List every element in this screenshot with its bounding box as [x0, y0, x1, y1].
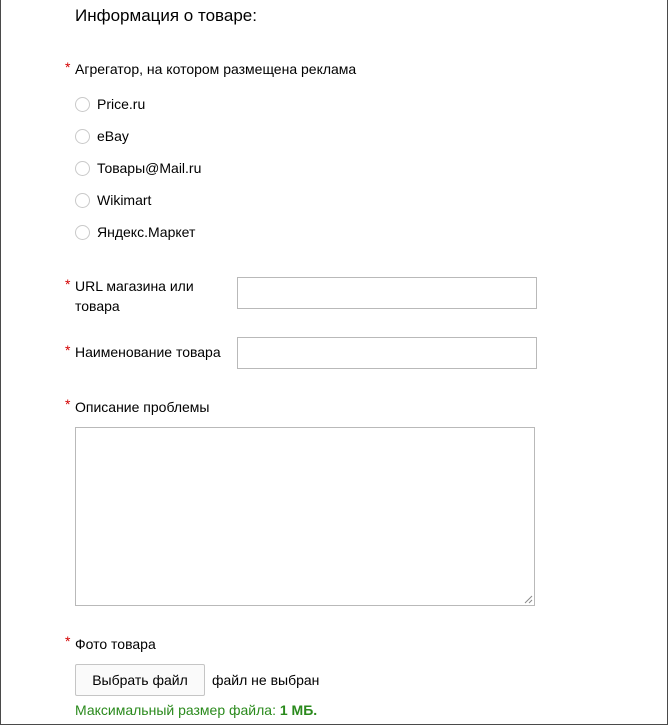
- url-field-label-line1: URL магазина или: [75, 278, 194, 294]
- radio-button[interactable]: [75, 225, 90, 240]
- required-asterisk: *: [65, 276, 71, 292]
- required-asterisk: *: [65, 342, 71, 358]
- description-label: Описание проблемы: [75, 399, 210, 415]
- choose-file-button[interactable]: Выбрать файл: [75, 664, 205, 696]
- radio-option-yandex-market[interactable]: [75, 222, 195, 242]
- photo-label: Фото товара: [75, 636, 156, 652]
- radio-option-ebay[interactable]: [75, 126, 129, 146]
- required-asterisk: *: [65, 396, 71, 412]
- radio-option-price-ru[interactable]: [75, 94, 145, 114]
- product-name-label: Наименование товара: [75, 344, 221, 360]
- radio-option-label: Wikimart: [97, 192, 152, 208]
- radio-option-label: Товары@Mail.ru: [97, 160, 202, 176]
- url-field-label-line2: товара: [75, 298, 120, 314]
- resize-handle-icon[interactable]: [524, 595, 533, 604]
- radio-option-label: Price.ru: [97, 96, 146, 112]
- product-name-input[interactable]: [237, 337, 537, 369]
- section-title: Информация о товаре:: [75, 6, 257, 25]
- radio-option-tovary-mail-ru[interactable]: [75, 158, 201, 178]
- max-file-size-value: 1 МБ.: [279, 702, 318, 718]
- description-textarea[interactable]: [75, 427, 535, 606]
- radio-button[interactable]: [75, 161, 90, 176]
- radio-button[interactable]: [75, 193, 90, 208]
- radio-option-label: eBay: [97, 128, 129, 144]
- radio-option-wikimart[interactable]: [75, 190, 151, 210]
- aggregator-label: Агрегатор, на котором размещена реклама: [75, 61, 357, 77]
- radio-button[interactable]: [75, 129, 90, 144]
- max-file-size-text: Максимальный размер файла:: [75, 702, 280, 718]
- file-status-text: файл не выбран: [212, 672, 320, 688]
- required-asterisk: *: [65, 633, 71, 649]
- max-file-size-hint: [75, 700, 317, 720]
- url-input[interactable]: [237, 277, 537, 309]
- required-asterisk: *: [65, 59, 71, 75]
- radio-option-label: Яндекс.Маркет: [97, 224, 196, 240]
- radio-button[interactable]: [75, 97, 90, 112]
